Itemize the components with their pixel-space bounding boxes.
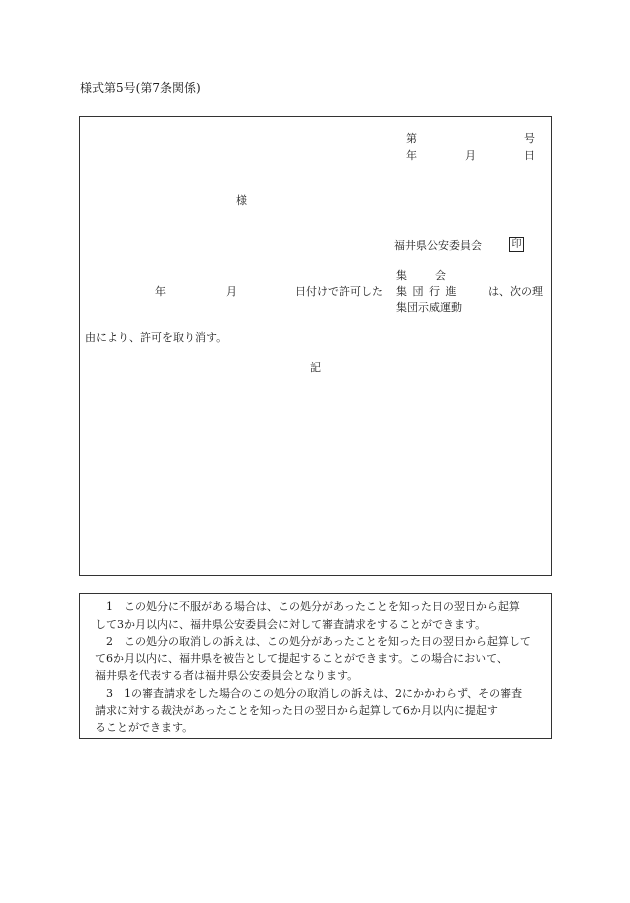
note-2-line-1: 2 この処分の取消しの訴えは、この処分があったことを知った日の翌日から起算して	[106, 635, 531, 648]
addressee-honorific: 様	[236, 194, 247, 207]
permit-year-label: 年	[155, 285, 166, 298]
date-month-label: 月	[465, 149, 476, 162]
document-number-prefix: 第	[406, 132, 417, 145]
note-1-line-1: 1 この処分に不服がある場合は、この処分があったことを知った日の翌日から起算	[106, 600, 520, 613]
main-form-box	[79, 116, 552, 576]
ki-heading: 記	[310, 361, 321, 374]
note-3-line-3: ることができます。	[95, 721, 194, 734]
permit-dated-text: 日付けで許可した	[295, 285, 383, 298]
issuer-name: 福井県公安委員会	[394, 239, 482, 252]
revocation-statement: 由により、許可を取り消す。	[85, 331, 228, 344]
official-seal-mark: 印	[509, 237, 524, 252]
reason-lead-text: は、次の理	[488, 285, 543, 298]
date-year-label: 年	[406, 149, 417, 162]
permit-month-label: 月	[226, 285, 237, 298]
note-3-line-1: 3 1の審査請求をした場合のこの処分の取消しの訴えは、2にかかわらず、その審査	[106, 687, 523, 700]
form-number-label: 様式第5号(第7条関係)	[80, 81, 201, 95]
note-3-line-2: 請求に対する裁決があったことを知った日の翌日から起算して6か月以内に提起す	[95, 704, 498, 717]
note-1-line-2: して3か月以内に、福井県公安委員会に対して審査請求をすることができます。	[95, 618, 487, 631]
option-assembly: 集 会	[396, 269, 448, 282]
note-2-line-3: 福井県を代表する者は福井県公安委員会となります。	[95, 669, 359, 682]
note-2-line-2: て6か月以内に、福井県を被告として提起することができます。この場合において、	[95, 652, 508, 665]
notes-box	[79, 593, 552, 739]
document-number-suffix: 号	[524, 132, 535, 145]
option-demonstration: 集団示威運動	[396, 301, 462, 314]
date-day-label: 日	[524, 149, 535, 162]
option-procession: 集 団 行 進	[396, 285, 458, 298]
